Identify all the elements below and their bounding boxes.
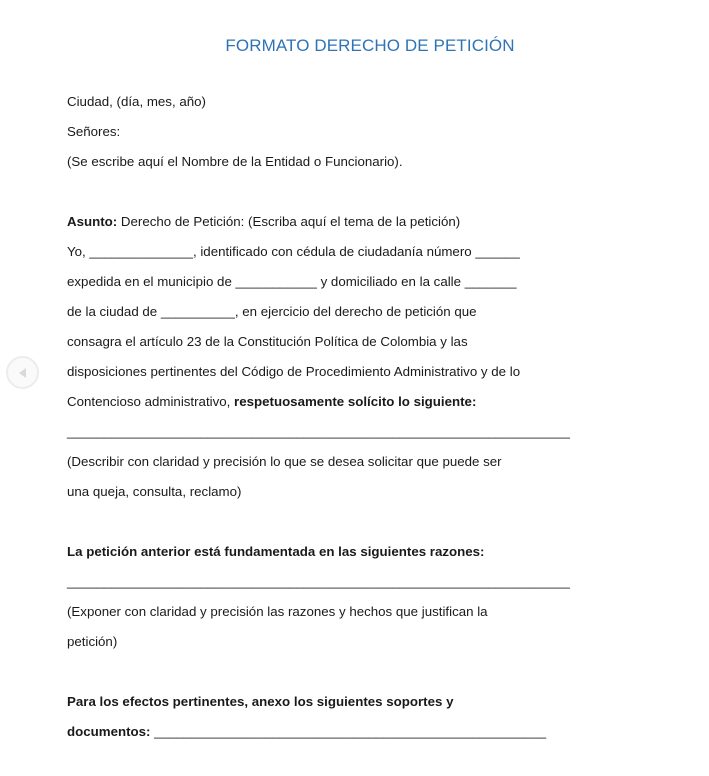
salutation-line: Señores: (67, 124, 121, 139)
anexo-line-2 (67, 724, 546, 740)
body-line-6 (67, 394, 476, 410)
body-line-6-text: Contencioso administrativo, (67, 394, 235, 409)
describe-line-2: una queja, consulta, reclamo) (67, 484, 242, 499)
body-line-4: consagra el artículo 23 de la Constitución Política de Colombia y las (67, 334, 468, 349)
describe-line-1: (Describir con claridad y precisión lo que se desea solicitar que puede ser (67, 454, 502, 469)
fundamento-heading-text: La petición anterior está fundamentada en las siguientes razones: (67, 544, 485, 559)
reasons-blank-line: ____________________________________________________________________ (67, 574, 570, 589)
request-blank-line: ____________________________________________________________________ (67, 424, 570, 439)
city-date-line: Ciudad, (día, mes, año) (67, 94, 206, 109)
document-title: FORMATO DERECHO DE PETICIÓN (225, 36, 515, 55)
body-line-1: Yo, ______________, identificado con cédula de ciudadanía número ______ (67, 244, 520, 259)
subject-label: Asunto: (67, 214, 118, 229)
body-line-3: de la ciudad de __________, en ejercicio del derecho de petición que (67, 304, 477, 319)
expose-line-1: (Exponer con claridad y precisión las razones y hechos que justifican la (67, 604, 488, 619)
body-line-2: expedida en el municipio de ___________ y domiciliado en la calle _______ (67, 274, 517, 289)
anexo-blank: _____________________________________________________ (154, 724, 547, 739)
expose-line-2: petición) (67, 634, 118, 649)
anexo-line-1 (67, 694, 453, 710)
body-line-5: disposiciones pertinentes del Código de Procedimiento Administrativo y de lo (67, 364, 521, 379)
previous-page-button[interactable] (6, 356, 39, 389)
fundamento-heading (67, 544, 484, 560)
anexo-label: documentos: (67, 724, 155, 739)
anexo-line-1-text: Para los efectos pertinentes, anexo los siguientes soportes y (67, 694, 454, 709)
entity-line: (Se escribe aquí el Nombre de la Entidad o Funcionario). (67, 154, 403, 169)
subject-line (67, 214, 460, 230)
chevron-left-icon (16, 366, 30, 380)
subject-text: Derecho de Petición: (Escriba aquí el tema de la petición) (117, 214, 461, 229)
request-phrase: respetuosamente solícito lo siguiente: (234, 394, 477, 409)
